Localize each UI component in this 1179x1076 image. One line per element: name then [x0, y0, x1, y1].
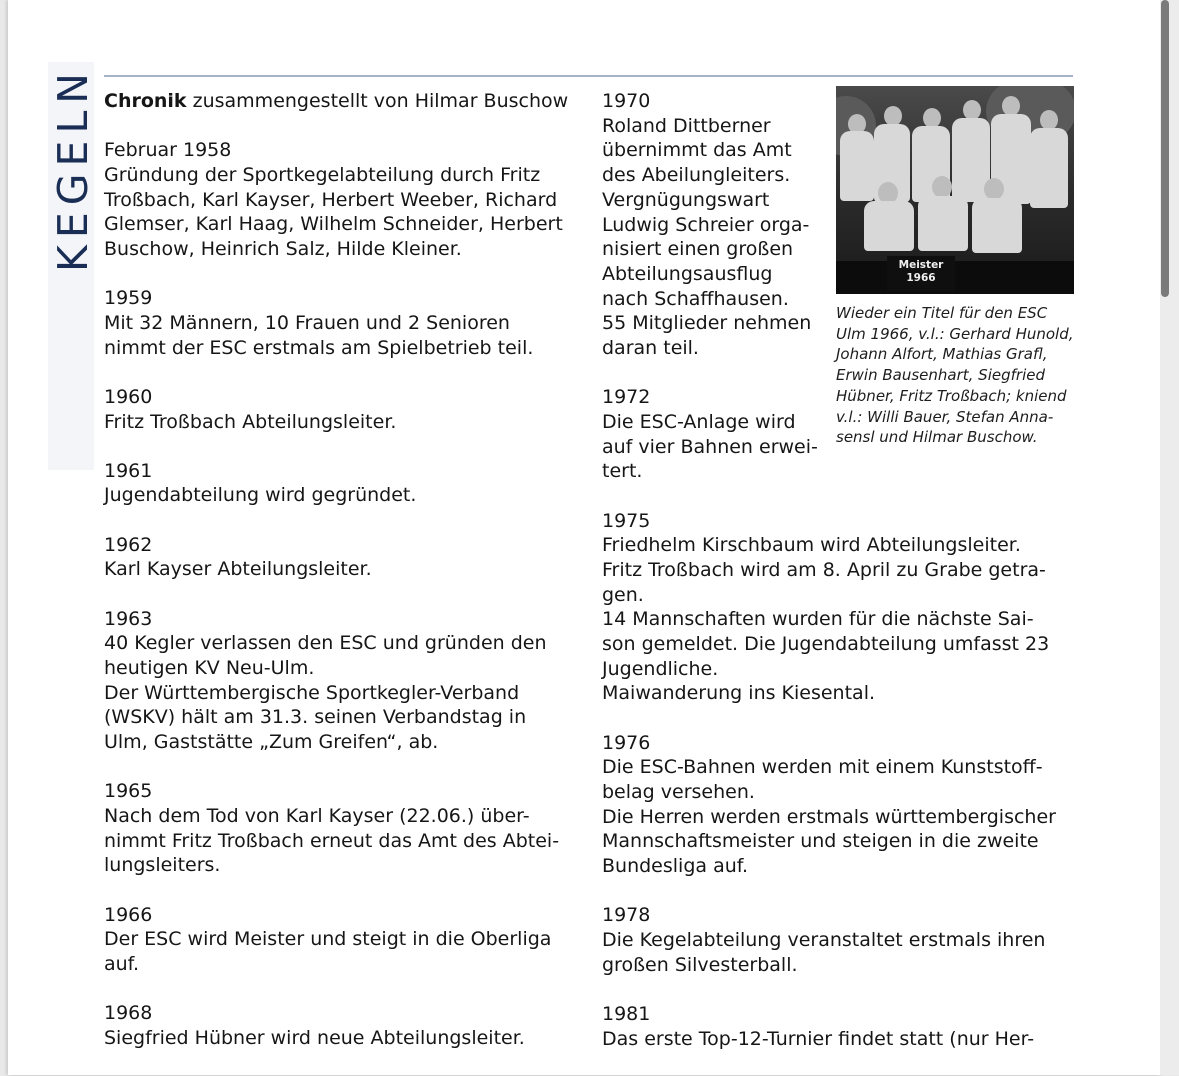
photo-caption	[836, 303, 1081, 448]
entry-text-line: (WSKV) hält am 31.3. seinen Verbandstag in	[104, 706, 527, 729]
caption-line: Hübner, Fritz Troßbach; kniend	[836, 386, 1067, 405]
photo-head	[932, 176, 952, 198]
caption-line: Ulm 1966, v.l.: Gerhard Hunold,	[836, 324, 1074, 343]
entry-text-line: Vergnügungswart	[602, 188, 770, 211]
entry-text-line: Der ESC wird Meister und steigt in die Oberliga	[104, 928, 552, 951]
entry-text-line: belag versehen.	[602, 781, 755, 804]
entry-text-line: Roland Dittberner	[602, 114, 771, 137]
entry-text-line: nimmt der ESC erstmals am Spielbetrieb teil.	[104, 336, 534, 359]
badge-line-2: 1966	[906, 272, 936, 284]
photo-floor	[836, 261, 1074, 294]
entry-text-line: 40 Kegler verlassen den ESC und gründen den	[104, 632, 547, 655]
entry-year: 1959	[104, 287, 153, 310]
caption-line: Wieder ein Titel für den ESC	[836, 304, 1048, 322]
entry-text-line: Mannschaftsmeister und steigen in die zweite	[602, 830, 1039, 853]
entry-text-line: Die Herren werden erstmals württembergischer	[602, 805, 1056, 828]
photo-badge	[887, 256, 955, 291]
entry-text-line: heutigen KV Neu-Ulm.	[104, 656, 315, 679]
entry-year: Februar 1958	[104, 139, 232, 162]
photo-person	[1030, 128, 1068, 208]
entry-text-line: Gründung der Sportkegelabteilung durch Fritz	[104, 163, 541, 186]
entry-year: 1972	[602, 386, 651, 409]
photo-head	[984, 178, 1004, 200]
entry-year: 1965	[104, 780, 153, 803]
chronicle-entry	[602, 731, 1082, 879]
entry-year: 1966	[104, 903, 153, 926]
photo-head	[923, 108, 941, 128]
chronicle-entry	[104, 1001, 594, 1050]
chronicle-entry	[104, 286, 594, 360]
entry-text-line: daran teil.	[602, 337, 699, 360]
entry-text-line: lungsleiters.	[104, 854, 221, 877]
entry-text-line: Glemser, Karl Haag, Wilhelm Schneider, Herbert	[104, 213, 563, 236]
entry-text-line: 14 Mannschaften wurden für die nächste Sai-	[602, 608, 1034, 631]
entry-text-line: Bundesliga auf.	[602, 855, 749, 878]
entry-text-line: Fritz Troßbach wird am 8. April zu Grabe getra-	[602, 558, 1046, 581]
team-photo	[836, 86, 1074, 294]
chronicle-entry	[104, 607, 594, 755]
entry-text-line: Ulm, Gaststätte „Zum Greifen“, ab.	[104, 731, 439, 754]
intro-rest: zusammengestellt von Hilmar Buschow	[186, 90, 569, 112]
entry-text-line: Buschow, Heinrich Salz, Hilde Kleiner.	[104, 238, 462, 261]
entry-text-line: Mit 32 Männern, 10 Frauen und 2 Senioren	[104, 311, 510, 334]
chronicle-entry	[602, 903, 1082, 977]
entry-text-line: großen Silvesterball.	[602, 953, 798, 976]
caption-line: v.l.: Willi Bauer, Stefan Anna-	[836, 407, 1054, 426]
entry-year: 1978	[602, 904, 651, 927]
entry-year: 1968	[104, 1002, 153, 1025]
entry-text-line: nach Schaffhausen.	[602, 287, 789, 310]
section-label: KEGELN	[49, 66, 97, 272]
entry-text-line: auf.	[104, 952, 140, 975]
entry-text-line: Der Württembergische Sportkegler-Verband	[104, 681, 520, 704]
entry-text-line: son gemeldet. Die Jugendabteilung umfasst 23	[602, 633, 1050, 656]
photo-person	[864, 201, 914, 251]
left-entries	[104, 138, 594, 1050]
entry-text-line: Das erste Top-12-Turnier findet statt (nur Her-	[602, 1027, 1035, 1050]
caption-line: Johann Alfort, Mathias Grafl,	[836, 345, 1048, 364]
chronicle-entry	[104, 459, 594, 508]
entry-year: 1976	[602, 731, 651, 754]
entry-year: 1970	[602, 90, 651, 112]
chronicle-entry	[104, 385, 594, 434]
entry-text-line: 55 Mitglieder nehmen	[602, 312, 812, 335]
chronicle-entry	[602, 1002, 1082, 1051]
chronicle-intro	[104, 89, 594, 114]
photo-person	[918, 196, 968, 251]
entry-year: 1961	[104, 459, 153, 482]
entry-text-line: des Abeilungleiters.	[602, 164, 791, 187]
photo-head	[884, 106, 902, 126]
entry-text-line: übernimmt das Amt	[602, 139, 792, 162]
entry-year: 1962	[104, 533, 153, 556]
photo-head	[1040, 110, 1058, 130]
entry-text-line: Jugendliche.	[602, 657, 719, 680]
entry-text-line: Abteilungsausflug	[602, 262, 773, 285]
entry-year: 1981	[602, 1003, 651, 1025]
chronicle-entry	[104, 138, 594, 262]
left-column	[104, 89, 594, 1075]
entry-text-line: Friedhelm Kirschbaum wird Abteilungsleiter.	[602, 534, 1021, 557]
entry-year: 1963	[104, 607, 153, 630]
caption-line: Erwin Bausenhart, Siegfried	[836, 366, 1045, 385]
chronicle-entry	[602, 509, 1082, 707]
entry-text-line: nimmt Fritz Troßbach erneut das Amt des Abtei-	[104, 829, 560, 852]
entry-year: 1960	[104, 385, 153, 408]
photo-head	[963, 100, 981, 120]
entry-text-line: Ludwig Schreier orga-	[602, 213, 810, 236]
photo-head	[1002, 96, 1020, 116]
scrollbar-thumb[interactable]	[1161, 0, 1169, 297]
chronicle-entry	[104, 903, 594, 977]
entry-text-line: Maiwanderung ins Kiesental.	[602, 682, 876, 705]
entry-text-line: Troßbach, Karl Kayser, Herbert Weeber, Richard	[104, 188, 558, 211]
entry-text-line: tert.	[602, 460, 643, 483]
entry-text-line: auf vier Bahnen erwei-	[602, 435, 818, 458]
entry-text-line: Nach dem Tod von Karl Kayser (22.06.) über-	[104, 804, 530, 827]
entry-text-line: Die ESC-Anlage wird	[602, 410, 796, 433]
caption-line: sensl und Hilmar Buschow.	[836, 428, 1038, 447]
entry-text-line: Die Kegelabteilung veranstaltet erstmals ihren	[602, 929, 1046, 952]
entry-text-line: Karl Kayser Abteilungsleiter.	[104, 558, 372, 581]
intro-bold: Chronik	[104, 90, 187, 112]
entry-text-line: nisiert einen großen	[602, 238, 794, 261]
photo-person	[840, 131, 874, 201]
entry-year: 1975	[602, 509, 651, 532]
badge-line-1: Meister	[898, 259, 944, 271]
entry-text-line: gen.	[602, 583, 644, 606]
header-rule	[104, 75, 1073, 77]
entry-text-line: Die ESC-Bahnen werden mit einem Kunststoff-	[602, 756, 1043, 779]
entry-text-line: Siegfried Hübner wird neue Abteilungsleiter.	[104, 1026, 525, 1049]
photo-person	[972, 198, 1022, 253]
chronicle-entry	[104, 779, 594, 878]
entry-text-line: Fritz Troßbach Abteilungsleiter.	[104, 410, 397, 433]
entry-text-line: Jugendabteilung wird gegründet.	[104, 484, 417, 507]
chronicle-entry	[104, 533, 594, 582]
